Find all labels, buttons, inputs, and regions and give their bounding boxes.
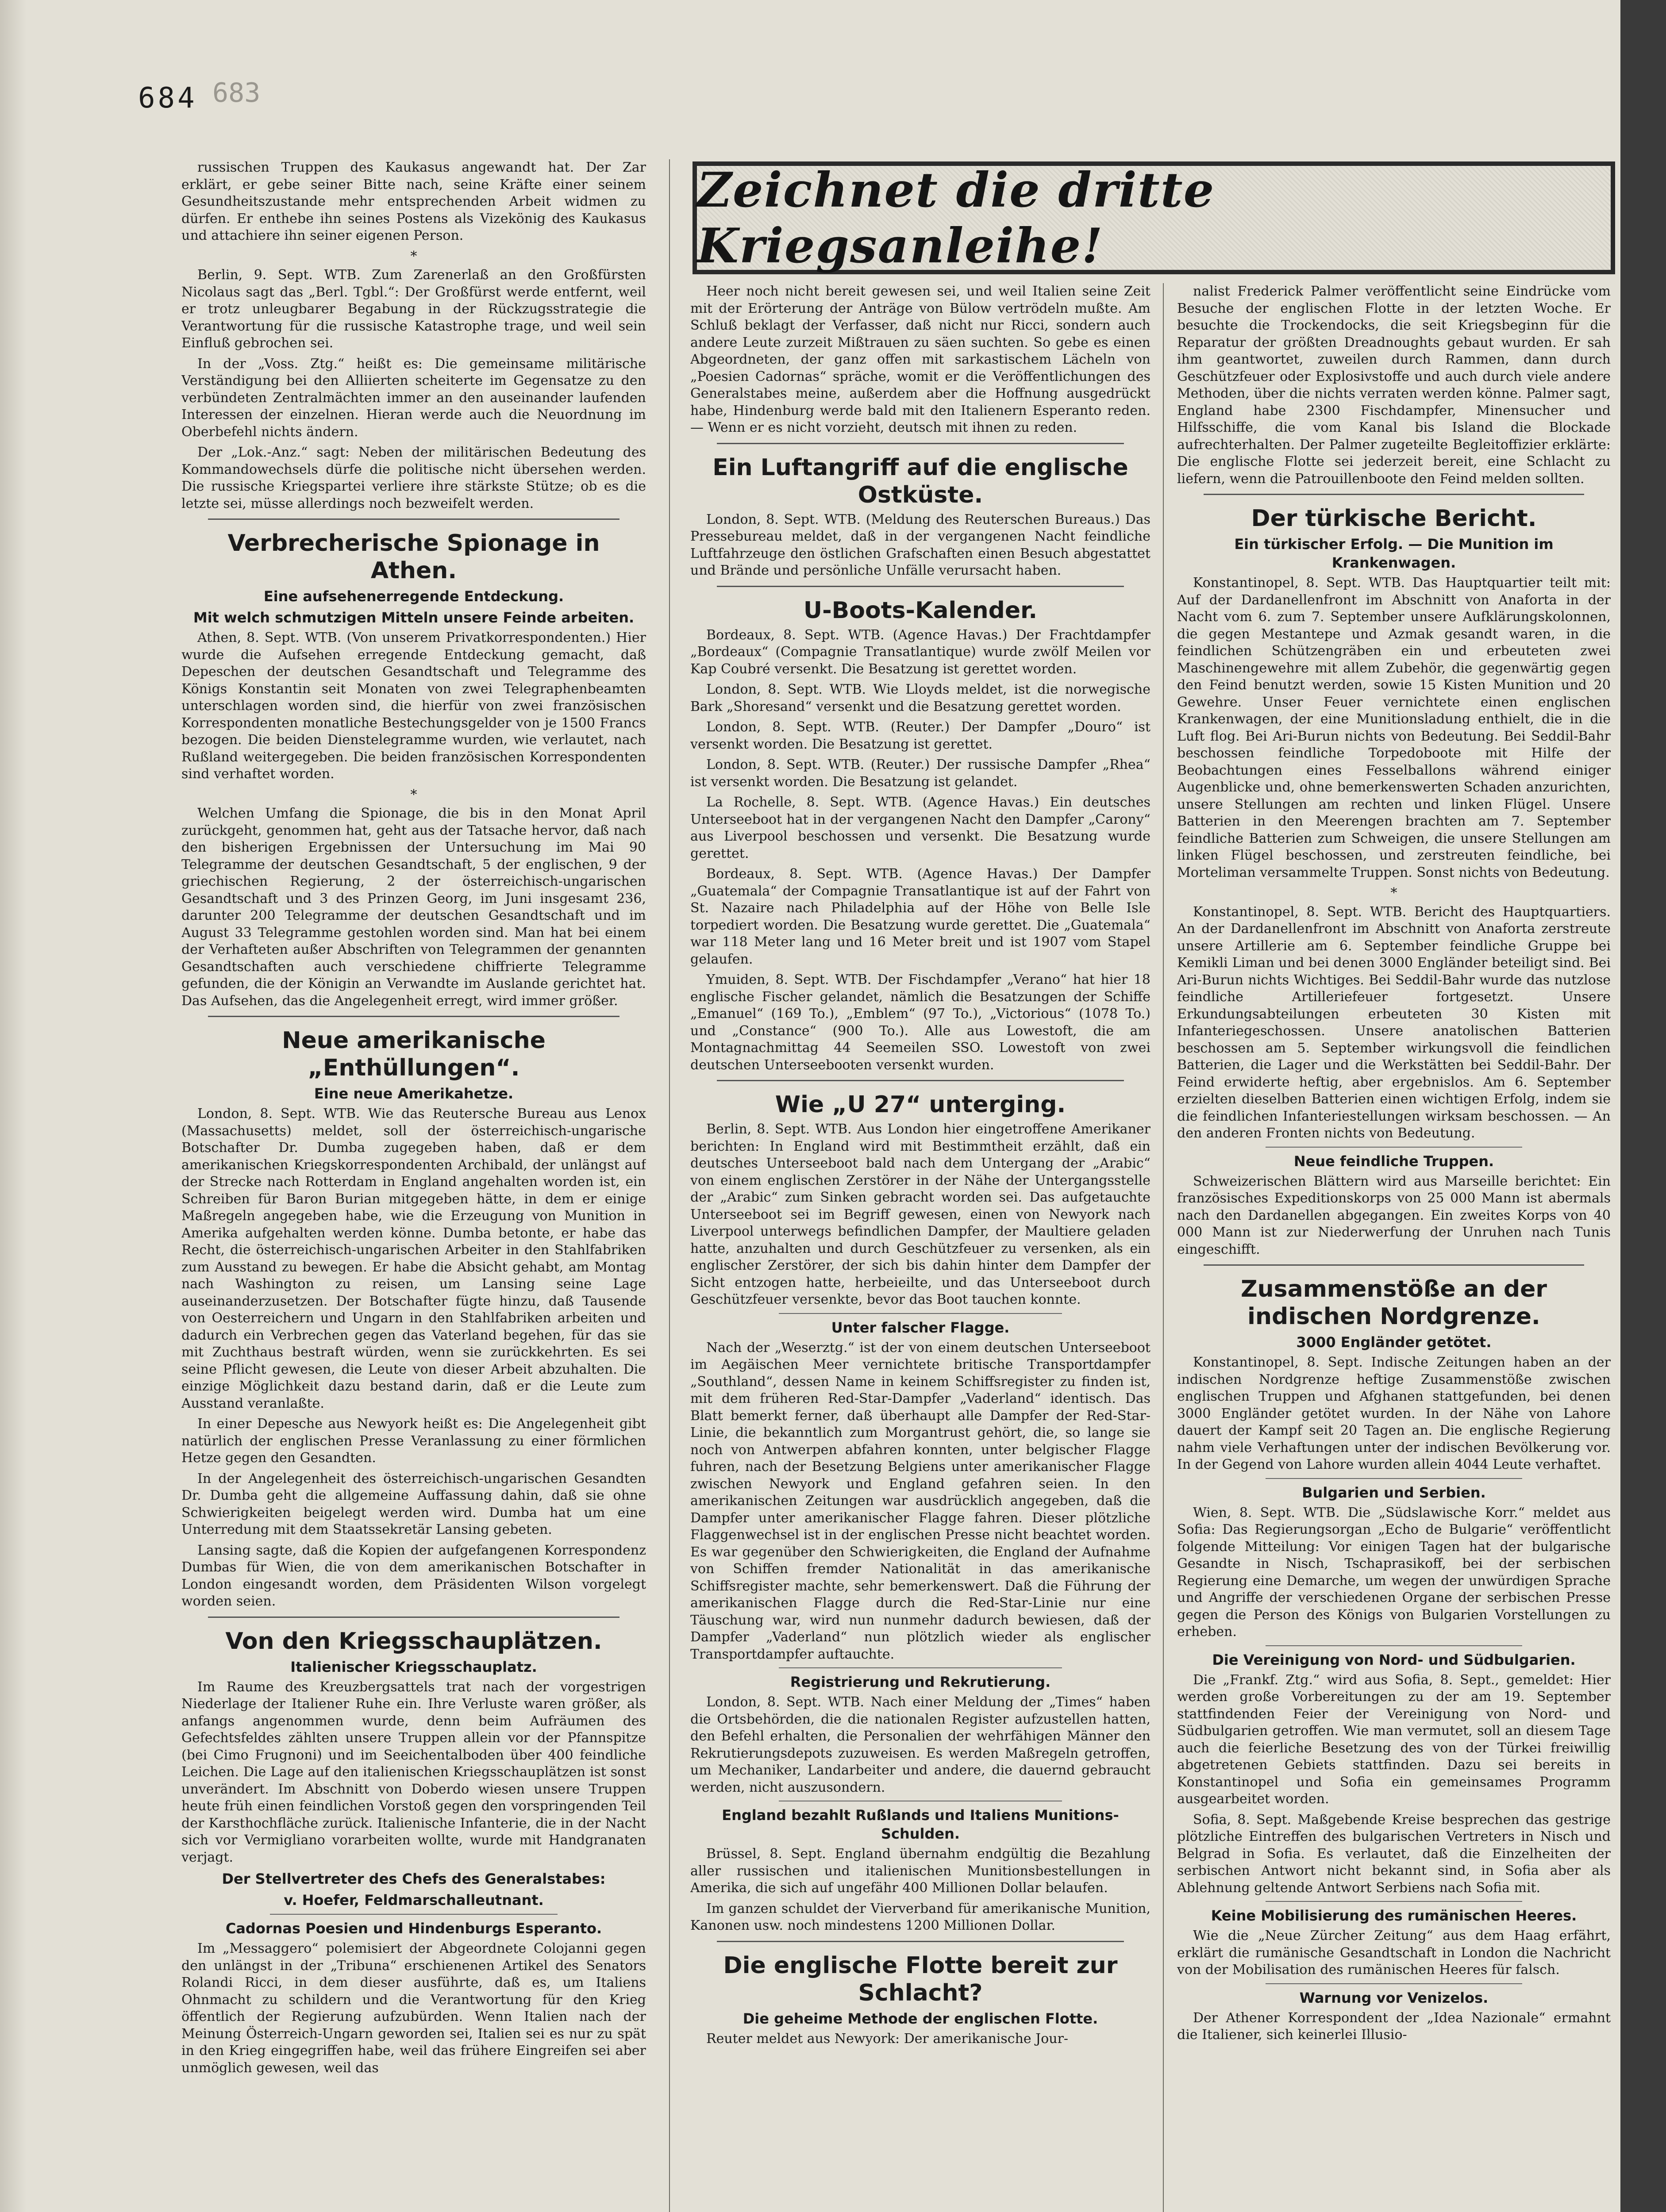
paragraph: Reuter meldet aus Newyork: Der amerikanische Jour- — [706, 2031, 1069, 2047]
paragraph: London, 8. Sept. WTB. (Reuter.) Der Dampfer „Douro“ ist versenkt worden. Die Besatzung ist gerettet. — [690, 719, 1150, 752]
paragraph: Berlin, 9. Sept. WTB. Zum Zarenerlaß an den Großfürsten Nicolaus sagt das „Berl. Tgbl.“: Der Großfürst werde entfernt, weil er trotz unleugbarer Begabung in der Rückzugsstrategie die Verantwortung für die russische Katastrophe trage, und weil sein Einfluß gebrochen sei. — [181, 267, 646, 351]
paragraph: Welchen Umfang die Spionage, die bis in den Monat April zurückgeht, genommen hat, geht aus der Tatsache hervor, daß nach den bisherigen Ergebnissen der Untersuchung im Mai 90 Telegramme der deutschen Gesandtschaft, 5 der englischen, 9 der griechischen Regierung, 2 der österreichisch-ungarischen Gesandtschaft und 3 des Prinzen Georg, im Juni insgesamt 236, darunter 200 Telegramme der deutschen Gesandtschaft und im August 33 Telegramme gestohlen worden sind. Man hat bei einem der Verhafteten außer Abschriften von Telegrammen der genannten Gesandtschaften auch verschiedene chiffrierte Telegramme gefunden, die der Königin an Verwandte im Auslande gerichtet hat. Das Aufsehen, das die Angelegenheit erregt, wird immer größer. — [181, 806, 646, 1009]
paragraph: Athen, 8. Sept. WTB. (Von unserem Privatkorrespondenten.) Hier wurde die Aufsehen erregende Entdeckung gemacht, daß Depeschen der deutschen Gesandtschaft und Telegramme des Königs Konstantin seit Monaten von zwei Telegraphenbeamten unterschlagen worden sind, die hierfür von zwei französischen Korrespondenten monatliche Bestechungsgelder von je 1500 Francs bezogen. Die beiden Dienstelegramme wurden, wie verlautet, nach Rußland weitergegeben. Die beiden französischen Korrespondenten sind verhaftet worden. — [181, 630, 646, 782]
paragraph: russischen Truppen des Kaukasus angewandt hat. Der Zar erklärt, er gebe seiner Bitte nach, seine Kräfte einer seinem Gesundheitszustande mehr entsprechenden Arbeit widmen zu dürfen. Er enthebe ihn seines Postens als Vizekönig des Kaukasus und attachiere ihn seiner eigenen Person. — [181, 160, 646, 243]
subheadline: Italienischer Kriegsschauplatz. — [290, 1658, 537, 1675]
paragraph: Nach der „Weserztg.“ ist der von einem deutschen Unterseeboot im Aegäischen Meer vernichtete britische Transportdampfer „Southland“, dessen Name in keinem Schiffsregister zu finden ist, mit dem früheren Red-Star-Dampfer „Vaderland“ identisch. Das Blatt bemerkt ferner, daß überhaupt alle Dampfer der Red-Star-Linie, die bekanntlich zum Morgantrust gehört, die, so lange sie noch von Antwerpen abfahren konnten, unter belgischer Flagge fuhren, nach der Besetzung Belgiens unter amerikanischer Flagge zwischen Newyork und England gefahren seien. In den amerikanischen Zeitungen war ausdrücklich angegeben, daß die Dampfer unter amerikanischer Flagge fahren. Dieser plötzliche Flaggenwechsel ist in der englischen Presse nicht beachtet worden. Es war gegenüber den Schwierigkeiten, die England der Aufnahme von Schiffen fremder Nationalität in das amerikanische Schiffsregister machte, sehr bemerkenswert. Daß die Führung der amerikanischen Flagge durch die Red-Star-Linie nur eine Täuschung war, wird nun nunmehr dadurch bewiesen, daß der Dampfer „Vaderland“ nun plötzlich wieder als englischer Transportdampfer auftauchte. — [690, 1340, 1150, 1662]
subsection-rule — [1266, 1645, 1522, 1646]
paragraph: In der „Voss. Ztg.“ heißt es: Die gemeinsame militärische Verständigung bei den Alliierten scheiterte im Gegensatze zu den verbündeten Zentralmächten immer an den auseinander laufenden Interessen der einzelnen. Hieran werde auch die Neuordnung im Oberbefehl nichts ändern. — [181, 356, 646, 440]
subsection-rule — [270, 1914, 558, 1915]
paragraph: Wien, 8. Sept. WTB. Die „Südslawische Korr.“ meldet aus Sofia: Das Regierungsorgan „Echo de Bulgarie“ veröffentlicht folgende Mitteilung: Vor einigen Tagen hat der bulgarische Gesandte in Nisch, Tschaprasikoff, bei der serbischen Regierung eine Demarche, um wegen der unwürdigen Sprache und Angriffe der verschiedenen Organe der serbischen Presse gegen die Person des Königs von Bulgarien Vorstellungen zu erheben. — [1177, 1505, 1611, 1640]
section-rule — [1204, 1264, 1584, 1266]
section-rule — [717, 1941, 1124, 1942]
separator-star: * — [410, 787, 417, 803]
headline: Verbrecherische Spionage in Athen. — [227, 530, 600, 584]
paragraph: Der Athener Korrespondent der „Idea Nazionale“ ermahnt die Italiener, sich keinerlei Illusio- — [1177, 2010, 1611, 2043]
headline: Von den Kriegsschauplätzen. — [225, 1628, 602, 1655]
paragraph: Heer noch nicht bereit gewesen sei, und weil Italien seine Zeit mit der Erörterung der Anträge von Bülow vertrödeln mußte. Am Schluß beklagt der Verfasser, daß nicht nur Ricci, sondern auch andere Leute zurzeit Mißtrauen zu säen suchten. So gebe es einen Abgeordneten, der ganz offen mit sarkastischem Lächeln von „Poesien Cadornas“ spräche, womit er die Veröffentlichungen des Generalstabes meine, außerdem aber die Hoffnung ausgedrückt habe, Hindenburg werde bald mit den Italienern Esperanto reden. — Wenn er es nicht vorzieht, deutsch mit ihnen zu reden. — [690, 284, 1150, 435]
paragraph: Im ganzen schuldet der Vierverband für amerikanische Munition, Kanonen usw. noch mindestens 1200 Millionen Dollar. — [690, 1901, 1150, 1933]
paragraph: Konstantinopel, 8. Sept. Indische Zeitungen haben an der indischen Nordgrenze heftige Zusammenstöße zwischen englischen Truppen und Afghanen stattgefunden, bei denen 3000 Engländer getötet wurden. In der Nähe von Lahore dauert der Kampf seit 20 Tagen an. Die englische Regierung nahm viele Verhaftungen unter der indischen Bevölkerung vor. In der Gegend von Lahore wurden allein 4044 Leute verhaftet. — [1177, 1355, 1611, 1472]
banner-text: Zeichnet die dritte Kriegsanleihe! — [697, 162, 1215, 274]
page-number-ghost: 683 — [212, 77, 261, 108]
subheadline: Neue feindliche Truppen. — [1293, 1152, 1494, 1170]
column-1 — [181, 159, 646, 2212]
headline: U-Boots-Kalender. — [803, 597, 1038, 624]
subheadline: Warnung vor Venizelos. — [1299, 1989, 1489, 2006]
subheadline: England bezahlt Rußlands und Italiens Munitions-Schulden. — [722, 1807, 1119, 1842]
column-3 — [1177, 283, 1611, 2212]
subheadline: Die geheime Methode der englischen Flotte. — [743, 2010, 1098, 2027]
paragraph: Lansing sagte, daß die Kopien der aufgefangenen Korrespondenz Dumbas für Wien, die von dem amerikanischen Botschafter in London eingesandt worden, dem Präsidenten Wilson vorgelegt worden seien. — [181, 1542, 646, 1609]
section-rule — [208, 1617, 619, 1618]
paragraph: Sofia, 8. Sept. Maßgebende Kreise besprechen das gestrige plötzliche Eintreffen des bulgarischen Vertreters in Nisch und Belgrad in Sofia. Es verlautet, daß die Einzelheiten der serbischen Antwort nicht bekannt sind, in Sofia aber als Ablehnung geltende Antwort Serbiens nach Sofia mit. — [1177, 1812, 1611, 1896]
paragraph: Die „Frankf. Ztg.“ wird aus Sofia, 8. Sept., gemeldet: Hier werden große Vorbereitungen zu der am 19. September stattfindenden Feier der Vereinigung von Nord- und Südbulgarien getroffen. Wie man vermutet, soll an diesem Tage auch die feierliche Besetzung des von der Türkei freiwillig abgetretenen Gebiets stattfinden. Dazu sei bereits in Konstantinopel und Sofia ein gemeinsames Programm ausgearbeitet worden. — [1177, 1672, 1611, 1807]
headline: Die englische Flotte bereit zur Schlacht? — [723, 1952, 1118, 2006]
subsection-rule — [779, 1313, 1062, 1314]
paragraph: Schweizerischen Blättern wird aus Marseille berichtet: Ein französisches Expeditionskorps von 25 000 Mann ist abermals nach den Dardanellen abgegangen. Ein zweites Korps von 40 000 Mann ist zur Niederwerfung der Unruhen nach Tunis eingeschifft. — [1177, 1173, 1611, 1257]
headline: Ein Luftangriff auf die englische Ostküste. — [712, 454, 1128, 508]
paragraph: London, 8. Sept. WTB. (Reuter.) Der russische Dampfer „Rhea“ ist versenkt worden. Die Besatzung ist gelandet. — [690, 757, 1150, 790]
war-loan-banner — [693, 161, 1615, 274]
subheadline: 3000 Engländer getötet. — [1296, 1334, 1492, 1351]
subsection-rule — [1266, 1901, 1522, 1902]
subheadline: Cadornas Poesien und Hindenburgs Esperanto. — [225, 1920, 602, 1937]
paragraph: Im Raume des Kreuzbergsattels trat nach der vorgestrigen Niederlage der Italiener Ruhe ein. Ihre Verluste waren größer, als anfangs angenommen wurde, denn beim Aufräumen des Gefechtsfeldes zählten unsere Truppen allein vor der Pfannspitze (bei Cimo Frugnoni) und im Seeichentalboden über 400 feindliche Leichen. Die Lage auf den italienischen Kriegsschauplätzen ist sonst unverändert. Im Abschnitt von Doberdo wiesen unsere Truppen heute früh einen feindlichen Vorstoß gegen den vorspringenden Teil der Karsthochfläche zurück. Italienische Infanterie, die in der Nacht sich vor Vermigliano vorarbeiten wollte, wurde mit Handgranaten verjagt. — [181, 1679, 646, 1865]
paragraph: Bordeaux, 8. Sept. WTB. (Agence Havas.) Der Frachtdampfer „Bordeaux“ (Compagnie Transatlantique) wurde zwölf Meilen vor Kap Coubré versenkt. Die Besatzung ist gerettet worden. — [690, 627, 1150, 677]
subheadline: Unter falscher Flagge. — [831, 1319, 1010, 1336]
section-rule — [717, 586, 1124, 587]
subsection-rule — [1266, 1983, 1522, 1984]
headline: Neue amerikanische „Enthüllungen“. — [282, 1027, 546, 1081]
paragraph: In einer Depesche aus Newyork heißt es: Die Angelegenheit gibt natürlich der englischen Presse Veranlassung zu einer förmlichen Hetze gegen den Gesandten. — [181, 1416, 646, 1466]
paragraph: Der „Lok.-Anz.“ sagt: Neben der militärischen Bedeutung des Kommandowechsels dürfe die politische nicht übersehen werden. Die russische Kriegspartei verliere ihre stärkste Stütze; ob es die letzte sei, müsse allerdings noch bezweifelt werden. — [181, 445, 646, 511]
paragraph: Wie die „Neue Zürcher Zeitung“ aus dem Haag erfährt, erklärt die rumänische Gesandtschaft in London die Nachricht von der Mobilisation des rumänischen Heeres für falsch. — [1177, 1928, 1611, 1978]
subheadline: Eine neue Amerikahetze. — [314, 1085, 514, 1102]
column-divider-1 — [669, 159, 670, 2212]
subsection-rule — [779, 1667, 1062, 1668]
paragraph: La Rochelle, 8. Sept. WTB. (Agence Havas.) Ein deutsches Unterseeboot hat in der vergangenen Nacht den Dampfer „Carony“ aus Liverpool beschossen und versenkt. Die Besatzung wurde gerettet. — [690, 795, 1150, 861]
paragraph: In der Angelegenheit des österreichisch-ungarischen Gesandten Dr. Dumba geht die allgemeine Auffassung dahin, daß sie ohne Schwierigkeiten beigelegt werden wird. Dumba hat um eine Unterredung mit dem Staatssekretär Lansing gebeten. — [181, 1471, 646, 1537]
separator-star: * — [410, 248, 417, 264]
subheadline: v. Hoefer, Feldmarschalleutnant. — [284, 1892, 544, 1909]
headline: Der türkische Bericht. — [1251, 505, 1537, 532]
paragraph: nalist Frederick Palmer veröffentlicht seine Eindrücke vom Besuche der englischen Flotte in der letzten Woche. Er besuchte die Trockendocks, die seit Kriegsbeginn für die Reparatur der größten Dreadnoughts gebaut wurden. Er sah ihm geantwortet, zuweilen durch Rammen, dann durch Geschützfeuer oder Explosivstoffe und auch durch viele andere Methoden, über die nichts verraten werden könne. Palmer sagt, England habe 2300 Fischdampfer, Minensucher und Hilfsschiffe, die vom Kanal bis Island die Blockade aufrechterhalten. Der Palmer zugeteilte Begleitoffizier erklärte: Die englische Flotte sei jederzeit bereit, eine Schlacht zu liefern, wenn die Patrouillenboote den Feind melden sollten. — [1177, 284, 1611, 487]
headline: Wie „U 27“ unterging. — [775, 1091, 1066, 1118]
subheadline: Ein türkischer Erfolg. — Die Munition im Krankenwagen. — [1234, 536, 1554, 571]
paragraph: Konstantinopel, 8. Sept. WTB. Bericht des Hauptquartiers. An der Dardanellenfront im Abschnitt von Anaforta zerstreute unsere Artillerie am 6. September feindliche Gruppe bei Kemikli Liman und bei denen 3000 Engländer beteiligt sind. Bei Ari-Burun nichts Wichtiges. Bei Seddil-Bahr wurde das nutzlose feindliche Artilleriefeuer fortgesetzt. Unsere Erkundungsabteilungen erbeuteten 30 Kisten mit Infanteriegeschossen. Unsere anatolischen Batterien beschossen am 5. September wirkungsvoll die feindlichen Batterien, die Lager und die Werkstätten bei Seddil-Bahr. Der Feind erwiderte heftig, aber ergebnislos. Am 6. September erzielten dieselben Batterien einen wichtigen Erfolg, indem sie die feindlichen Infanteriestellungen wirksam beschossen. — An den anderen Fronten nichts von Bedeutung. — [1177, 904, 1611, 1141]
column-2 — [690, 283, 1150, 2212]
subheadline: Bulgarien und Serbien. — [1302, 1484, 1486, 1501]
section-rule — [208, 1016, 619, 1017]
paragraph: Brüssel, 8. Sept. England übernahm endgültig die Bezahlung aller russischen und italienischen Munitionsbestellungen in Amerika, die sich auf ungefähr 400 Millionen Dollar belaufen. — [690, 1846, 1150, 1896]
section-rule — [1204, 494, 1584, 495]
paragraph: Bordeaux, 8. Sept. WTB. (Agence Havas.) Der Dampfer „Guatemala“ der Compagnie Transatlantique ist auf der Fahrt von St. Nazaire nach Philadelphia auf der Höhe von Belle Isle torpediert worden. Die Besatzung wurde gerettet. Die „Guatemala“ war 118 Meter lang und 16 Meter breit und ist 1907 vom Stapel gelaufen. — [690, 866, 1150, 967]
headline: Zusammenstöße an der indischen Nordgrenze. — [1240, 1276, 1547, 1330]
paragraph: London, 8. Sept. WTB. Wie Lloyds meldet, ist die norwegische Bark „Shoresand“ versenkt und die Besatzung gerettet worden. — [690, 682, 1150, 714]
column-divider-2 — [1163, 283, 1164, 2212]
paragraph: Berlin, 8. Sept. WTB. Aus London hier eingetroffene Amerikaner berichten: In England wird mit Bestimmtheit erzählt, daß ein deutsches Unterseeboot bald nach dem Untergang der „Arabic“ von einem englischen Zerstörer in der Nähe der Untergangsstelle der „Arabic“ zum Sinken gebracht worden sei. Das aufgetauchte Unterseeboot sei im Begriff gewesen, einen von Newyork nach Liverpool unterwegs befindlichen Dampfer, der Maultiere geladen hatte, anzuhalten und durch Geschützfeuer zu versenken, als ein englischer Zerstörer, der sich bis dahin hinter dem Dampfer der Sicht entzogen hatte, herbeieilte, und das Unterseeboot durch Geschützfeuer versenkte, bevor das Boot tauchen konnte. — [690, 1121, 1150, 1307]
paragraph: London, 8. Sept. WTB. Wie das Reutersche Bureau aus Lenox (Massachusetts) meldet, soll der österreichisch-ungarische Botschafter Dr. Dumba zugegeben haben, daß er dem amerikanischen Kriegskorrespondenten Archibald, der unlängst auf der Strecke nach Rotterdam in England angehalten worden ist, ein Schreiben für Baron Burian mitgegeben hätte, in dem er einige Maßregeln angegeben habe, wie die Erzeugung von Munition in Amerika aufgehalten werden könne. Dumba betonte, er habe das Recht, die österreichisch-ungarischen Arbeiter in den Stahlfabriken zum Ausstand zu bewegen. Er habe die Absicht gehabt, am Montag nach Washington zu reisen, um Lansing seine Lage auseinanderzusetzen. Der Botschafter fügte hinzu, daß Tausende von Oesterreichern und Ungarn in den Stahlfabriken arbeiten und dadurch ein Verbrechen gegen das Vaterland begehen, für das sie mit Zuchthaus bestraft würden, wenn sie zurückkehrten. Es sei seine Pflicht gewesen, die Leute von dieser Arbeit abzuhalten. Die einzige Möglichkeit dazu bestand darin, daß er die Leute zum Ausstand veranlaßte. — [181, 1106, 646, 1411]
subheadline: Keine Mobilisierung des rumänischen Heeres. — [1211, 1907, 1577, 1924]
subheadline: Die Vereinigung von Nord- und Südbulgarien. — [1212, 1651, 1576, 1668]
subsection-rule — [1266, 1147, 1522, 1148]
page-number: 684 — [138, 82, 197, 115]
paragraph: Ymuiden, 8. Sept. WTB. Der Fischdampfer „Verano“ hat hier 18 englische Fischer gelandet, nämlich die Besatzungen der Schiffe „Emanuel“ (169 To.), „Emblem“ (97 To.), „Victorious“ (1078 To.) und „Constance“ (900 To.). Alle aus Lowestoft, die am Montagnachmittag 44 Seemeilen SSO. Lowestoft von zwei deutschen Unterseebooten versenkt wurden. — [690, 972, 1150, 1073]
subheadline: Eine aufsehenerregende Entdeckung. — [263, 588, 564, 605]
paragraph: London, 8. Sept. WTB. (Meldung des Reuterschen Bureaus.) Das Pressebureau meldet, daß in der vergangenen Nacht feindliche Luftfahrzeuge den östlichen Grafschaften einen Besuch abgestattet und Brände und persönliche Unfälle verursacht haben. — [690, 511, 1150, 578]
paragraph: Konstantinopel, 8. Sept. WTB. Das Hauptquartier teilt mit: Auf der Dardanellenfront im Abschnitt von Anaforta in der Nacht vom 6. zum 7. September unsere Aufklärungskolonnen, die gegen Mestantepe und Azmak gesandt waren, in die feindlichen Schützengräben ein und erbeuteten zwei Maschinengewehre mit allem Zubehör, die gegenwärtig gegen den Feind benutzt werden, sowie 15 Kisten Munition und 20 Gewehre. Unser Feuer vernichtete einen englischen Krankenwagen, der eine Munitionsladung enthielt, die in die Luft flog. Bei Ari-Burun nichts von Bedeutung. Bei Seddil-Bahr beschossen feindliche Torpedoboote mit Hilfe der Beobachtungen eines Fesselballons während einiger Augenblicke und, ohne bemerkenswerten Schaden anzurichten, unsere Stellungen am rechten und linken Flügel. Unsere Batterien in den Meerengen brachten am 7. September feindliche Batterien zum Schweigen, die unsere Stellungen am linken Flügel beschossen, und zerstreuten feindliche, bei Morteliman versammelte Truppen. Sonst nichts von Bedeutung. — [1177, 575, 1611, 880]
section-rule — [717, 443, 1124, 444]
subheadline: Registrierung und Rekrutierung. — [790, 1674, 1051, 1690]
page-spine — [0, 0, 27, 2212]
subheadline: Mit welch schmutzigen Mitteln unsere Feinde arbeiten. — [193, 609, 635, 626]
paragraph: London, 8. Sept. WTB. Nach einer Meldung der „Times“ haben die Ortsbehörden, die die nationalen Register aufzustellen hatten, den Befehl erhalten, die Personalien der wehrfähigen Männer den Rekrutierungsdepots zuzuweisen. Es werden Maßregeln getroffen, um Mechaniker, Landarbeiter und andere, die dauernd gebraucht werden, nicht auszusondern. — [690, 1694, 1150, 1795]
subsection-rule — [1266, 1478, 1522, 1479]
paragraph: Im „Messaggero“ polemisiert der Abgeordnete Colojanni gegen den unlängst in der „Tribuna“ erschienenen Artikel des Senators Rolandi Ricci, in dem dieser ausführte, daß es, um Italiens Ohnmacht zu schildern und die Verantwortung für den Krieg öffentlich der Regierung aufzubürden. Wenn Italien nach der Meinung Österreich-Ungarn geworden sei, Italien sei es nur zu spät in den Krieg eingegriffen habe, weil das frühere Eingreifen sei aber unmöglich gewesen, weil das — [181, 1941, 646, 2076]
separator-star: * — [1390, 885, 1397, 901]
section-rule — [717, 1080, 1124, 1081]
subheadline: Der Stellvertreter des Chefs des Generalstabes: — [222, 1870, 606, 1887]
section-rule — [208, 518, 619, 520]
